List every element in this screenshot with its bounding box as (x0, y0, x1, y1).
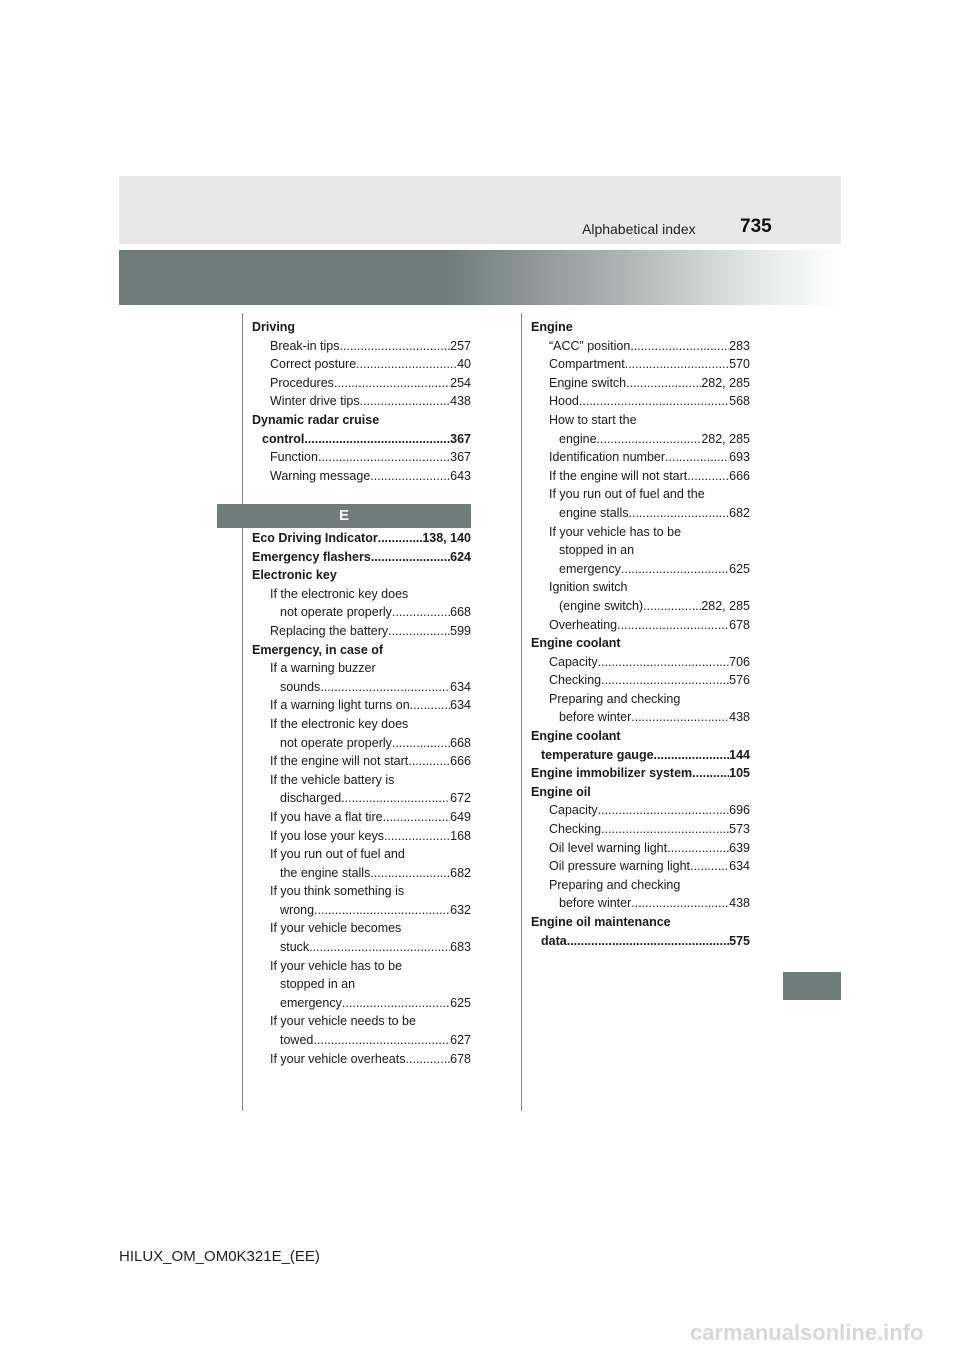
index-entry-text: the engine stalls (280, 865, 371, 880)
column-divider-left (242, 313, 243, 1111)
index-entry-page: 672 (450, 791, 471, 806)
leader-dots (384, 827, 450, 846)
leader-dots (643, 597, 701, 616)
header-band (119, 176, 841, 244)
index-entry: Preparing and checking (549, 691, 681, 706)
leader-dots (342, 994, 450, 1013)
leader-dots (410, 696, 450, 715)
leader-dots (356, 355, 457, 374)
index-entry-text: Replacing the battery (270, 623, 389, 638)
index-entry-page: 666 (729, 468, 750, 483)
section-letter-bar: E (217, 504, 471, 528)
index-entry-text: Function (270, 450, 318, 465)
index-entry (252, 392, 471, 411)
index-entry-text: Correct posture (270, 357, 357, 372)
index-entry-text: not operate properly (280, 605, 392, 620)
leader-dots (625, 355, 729, 374)
index-entry-text: emergency (280, 995, 342, 1010)
leader-dots (309, 938, 450, 957)
index-entry-page: 283 (729, 338, 750, 353)
index-entry-page: 282, 285 (701, 375, 750, 390)
leader-dots (626, 374, 701, 393)
index-entry-page: 649 (450, 809, 471, 824)
index-entry (531, 430, 750, 449)
index-entry-text: (engine switch) (559, 598, 644, 613)
index-entry-text: If the engine will not start (549, 468, 688, 483)
index-entry-page: 668 (450, 735, 471, 750)
index-entry: Engine (531, 320, 573, 334)
watermark: carmanualsonline.info (690, 1320, 924, 1345)
index-entry-text: temperature gauge (541, 747, 654, 762)
index-entry-page: 682 (729, 505, 750, 520)
index-entry: If a warning buzzer (270, 661, 376, 676)
leader-dots (598, 653, 730, 672)
leader-dots (339, 337, 450, 356)
index-entry-text: Engine switch (549, 375, 627, 390)
index-column-2 (531, 318, 750, 950)
leader-dots (388, 622, 450, 641)
index-entry (252, 864, 471, 883)
index-entry-text: If the engine will not start (270, 754, 409, 769)
index-entry-text: Identification number (549, 450, 666, 465)
section-tab-marker (783, 972, 841, 1000)
index-entry (531, 448, 750, 467)
index-entry-text: Eco Driving Indicator (252, 531, 378, 545)
index-entry (531, 616, 750, 635)
leader-dots (392, 734, 450, 753)
index-entry-page: 438 (729, 896, 750, 911)
leader-dots (690, 857, 729, 876)
index-entry (252, 430, 471, 449)
index-entry-text: Winter drive tips (270, 394, 360, 409)
index-entry (252, 529, 471, 548)
index-entry: If the electronic key does (270, 716, 409, 731)
index-entry (252, 827, 471, 846)
leader-dots (360, 392, 451, 411)
index-entry (252, 734, 471, 753)
index-entry: If your vehicle becomes (270, 921, 402, 936)
index-entry-text: Capacity (549, 654, 598, 669)
leader-dots (392, 603, 450, 622)
leader-dots (370, 864, 450, 883)
header-title: Alphabetical index (582, 221, 696, 237)
index-entry (252, 448, 471, 467)
index-entry (252, 603, 471, 622)
leader-dots (631, 708, 729, 727)
index-entry-page: 575 (729, 933, 750, 948)
index-entry: Driving (252, 320, 296, 334)
index-entry-page: 625 (729, 561, 750, 576)
index-entry-text: If you lose your keys (270, 828, 384, 843)
index-entry (252, 938, 471, 957)
index-entry-text: Oil pressure warning light (549, 859, 691, 874)
index-entry (531, 764, 750, 783)
index-entry (531, 337, 750, 356)
index-entry-page: 696 (729, 803, 750, 818)
leader-dots (334, 374, 450, 393)
index-entry-page: 254 (450, 375, 471, 390)
index-entry (252, 752, 471, 771)
index-entry (531, 560, 750, 579)
leader-dots (313, 1031, 450, 1050)
index-entry-page: 632 (450, 902, 471, 917)
index-entry (531, 820, 750, 839)
index-entry: Engine oil maintenance (531, 915, 671, 929)
index-entry: If the electronic key does (270, 586, 409, 601)
index-entry: Preparing and checking (549, 877, 681, 892)
index-entry: Emergency, in case of (252, 642, 384, 657)
index-entry-text: Overheating (549, 617, 618, 632)
leader-dots (667, 839, 729, 858)
index-entry-page: 627 (450, 1033, 471, 1048)
index-entry (531, 355, 750, 374)
index-entry-page: 668 (450, 605, 471, 620)
page-number: 735 (740, 216, 772, 237)
index-entry-page: 693 (729, 450, 750, 465)
index-entry-page: 666 (450, 754, 471, 769)
leader-dots (406, 1050, 451, 1069)
leader-dots (601, 671, 729, 690)
index-entry-page: 683 (450, 940, 471, 955)
index-entry: stopped in an (559, 543, 635, 558)
index-entry-page: 105 (729, 766, 750, 781)
index-entry-text: Procedures (270, 375, 334, 390)
index-entry-text: Capacity (549, 803, 598, 818)
index-entry-text: Oil level warning light (549, 840, 668, 855)
leader-dots (692, 764, 729, 783)
index-entry-page: 624 (450, 549, 471, 564)
leader-dots (630, 337, 729, 356)
index-entry (531, 597, 750, 616)
index-entry-text: Emergency flashers (252, 549, 371, 564)
index-entry-page: 570 (729, 357, 750, 372)
index-entry (531, 801, 750, 820)
index-entry: If you think something is (270, 884, 405, 899)
index-entry-text: If your vehicle overheats (270, 1051, 406, 1066)
index-entry-page: 282, 285 (701, 431, 750, 446)
index-entry-page: 682 (450, 865, 471, 880)
index-entry: If the vehicle battery is (270, 772, 395, 787)
index-entry-page: 367 (450, 431, 471, 446)
index-entry-text: not operate properly (280, 735, 392, 750)
index-entry-text: towed (280, 1033, 314, 1048)
index-entry-text: Checking (549, 673, 602, 688)
index-entry-text: stuck (280, 940, 310, 955)
index-entry-page: 678 (450, 1051, 471, 1066)
index-entry: Engine coolant (531, 636, 621, 651)
index-entry-text: “ACC” position (549, 338, 631, 353)
index-entry (252, 467, 471, 486)
index-entry: If your vehicle needs to be (270, 1014, 416, 1029)
index-entry-page: 706 (729, 654, 750, 669)
index-entry: If you run out of fuel and the (549, 487, 705, 502)
leader-dots (370, 467, 450, 486)
index-entry-page: 678 (729, 617, 750, 632)
index-entry-page: 138, 140 (422, 531, 471, 545)
index-entry-page: 599 (450, 623, 471, 638)
index-entry-text: emergency (559, 561, 621, 576)
index-entry: stopped in an (280, 977, 356, 992)
leader-dots (408, 752, 450, 771)
index-entry (252, 337, 471, 356)
index-entry-page: 625 (450, 995, 471, 1010)
index-entry (252, 355, 471, 374)
index-entry-text: Checking (549, 822, 602, 837)
index-entry (252, 696, 471, 715)
footer-code: HILUX_OM_OM0K321E_(EE) (119, 1248, 320, 1265)
index-entry: Electronic key (252, 568, 337, 583)
index-entry: If your vehicle has to be (549, 524, 682, 539)
index-entry (531, 932, 750, 951)
leader-dots (598, 801, 730, 820)
index-entry (531, 467, 750, 486)
index-entry-text: If you have a flat tire (270, 809, 383, 824)
index-entry-text: sounds (280, 679, 321, 694)
index-entry: Dynamic radar cruise (252, 412, 380, 427)
index-entry-page: 282, 285 (701, 598, 750, 613)
leader-dots (378, 529, 423, 548)
leader-dots (687, 467, 729, 486)
index-entry-page: 634 (729, 859, 750, 874)
header-gradient-band (119, 250, 841, 305)
index-entry-page: 257 (450, 338, 471, 353)
index-entry (252, 678, 471, 697)
index-entry-text: engine stalls (559, 505, 629, 520)
index-entry-text: Break-in tips (270, 338, 340, 353)
index-entry: Engine oil (531, 784, 591, 799)
leader-dots (567, 932, 729, 951)
index-entry-page: 168 (450, 828, 471, 843)
leader-dots (601, 820, 729, 839)
index-entry (252, 622, 471, 641)
leader-dots (621, 560, 729, 579)
index-entry-text: control (262, 431, 305, 446)
index-entry-text: before winter (559, 710, 632, 725)
index-entry: Engine coolant (531, 729, 621, 744)
index-entry-text: data (541, 933, 567, 948)
leader-dots (371, 548, 450, 567)
index-entry (252, 808, 471, 827)
index-entry (531, 653, 750, 672)
leader-dots (617, 616, 729, 635)
column-divider-right (521, 313, 522, 1111)
index-entry-text: engine (559, 431, 597, 446)
index-entry (531, 392, 750, 411)
index-entry (252, 789, 471, 808)
index-entry-page: 438 (729, 710, 750, 725)
leader-dots (597, 430, 702, 449)
index-entry (252, 994, 471, 1013)
leader-dots (383, 808, 451, 827)
leader-dots (631, 894, 729, 913)
index-entry-page: 634 (450, 698, 471, 713)
index-entry: If you run out of fuel and (270, 847, 405, 862)
leader-dots (654, 746, 730, 765)
index-entry-page: 573 (729, 822, 750, 837)
index-entry-page: 144 (729, 747, 750, 762)
leader-dots (665, 448, 729, 467)
index-entry-text: wrong (280, 902, 315, 917)
leader-dots (341, 789, 450, 808)
index-entry-text: Engine immobilizer system (531, 766, 693, 781)
index-entry-page: 643 (450, 468, 471, 483)
index-entry: Ignition switch (549, 580, 628, 595)
index-entry-page: 639 (729, 840, 750, 855)
index-entry (531, 746, 750, 765)
index-entry-text: discharged (280, 791, 342, 806)
index-entry (531, 839, 750, 858)
index-entry: How to start the (549, 412, 637, 427)
index-entry-text: before winter (559, 896, 632, 911)
index-entry (252, 374, 471, 393)
leader-dots (320, 678, 450, 697)
index-entry-page: 634 (450, 679, 471, 694)
index-column-1-bottom (252, 529, 471, 1068)
index-entry-text: Hood (549, 394, 579, 409)
index-entry-text: Warning message (270, 468, 371, 483)
index-entry (531, 374, 750, 393)
index-entry-page: 438 (450, 394, 471, 409)
leader-dots (314, 901, 450, 920)
index-entry (531, 504, 750, 523)
index-entry (531, 671, 750, 690)
index-entry-page: 367 (450, 450, 471, 465)
index-entry-page: 568 (729, 394, 750, 409)
index-entry (252, 1050, 471, 1069)
leader-dots (629, 504, 730, 523)
leader-dots (318, 448, 450, 467)
index-entry: If your vehicle has to be (270, 958, 403, 973)
index-entry (531, 708, 750, 727)
leader-dots (304, 430, 450, 449)
index-entry (531, 894, 750, 913)
index-entry-text: Compartment (549, 357, 625, 372)
index-column-1-top (252, 318, 471, 485)
index-entry (531, 857, 750, 876)
index-entry-page: 40 (457, 357, 471, 372)
leader-dots (579, 392, 729, 411)
index-entry (252, 1031, 471, 1050)
index-entry-text: If a warning light turns on (270, 698, 410, 713)
index-entry (252, 901, 471, 920)
index-entry (252, 548, 471, 567)
index-entry-page: 576 (729, 673, 750, 688)
